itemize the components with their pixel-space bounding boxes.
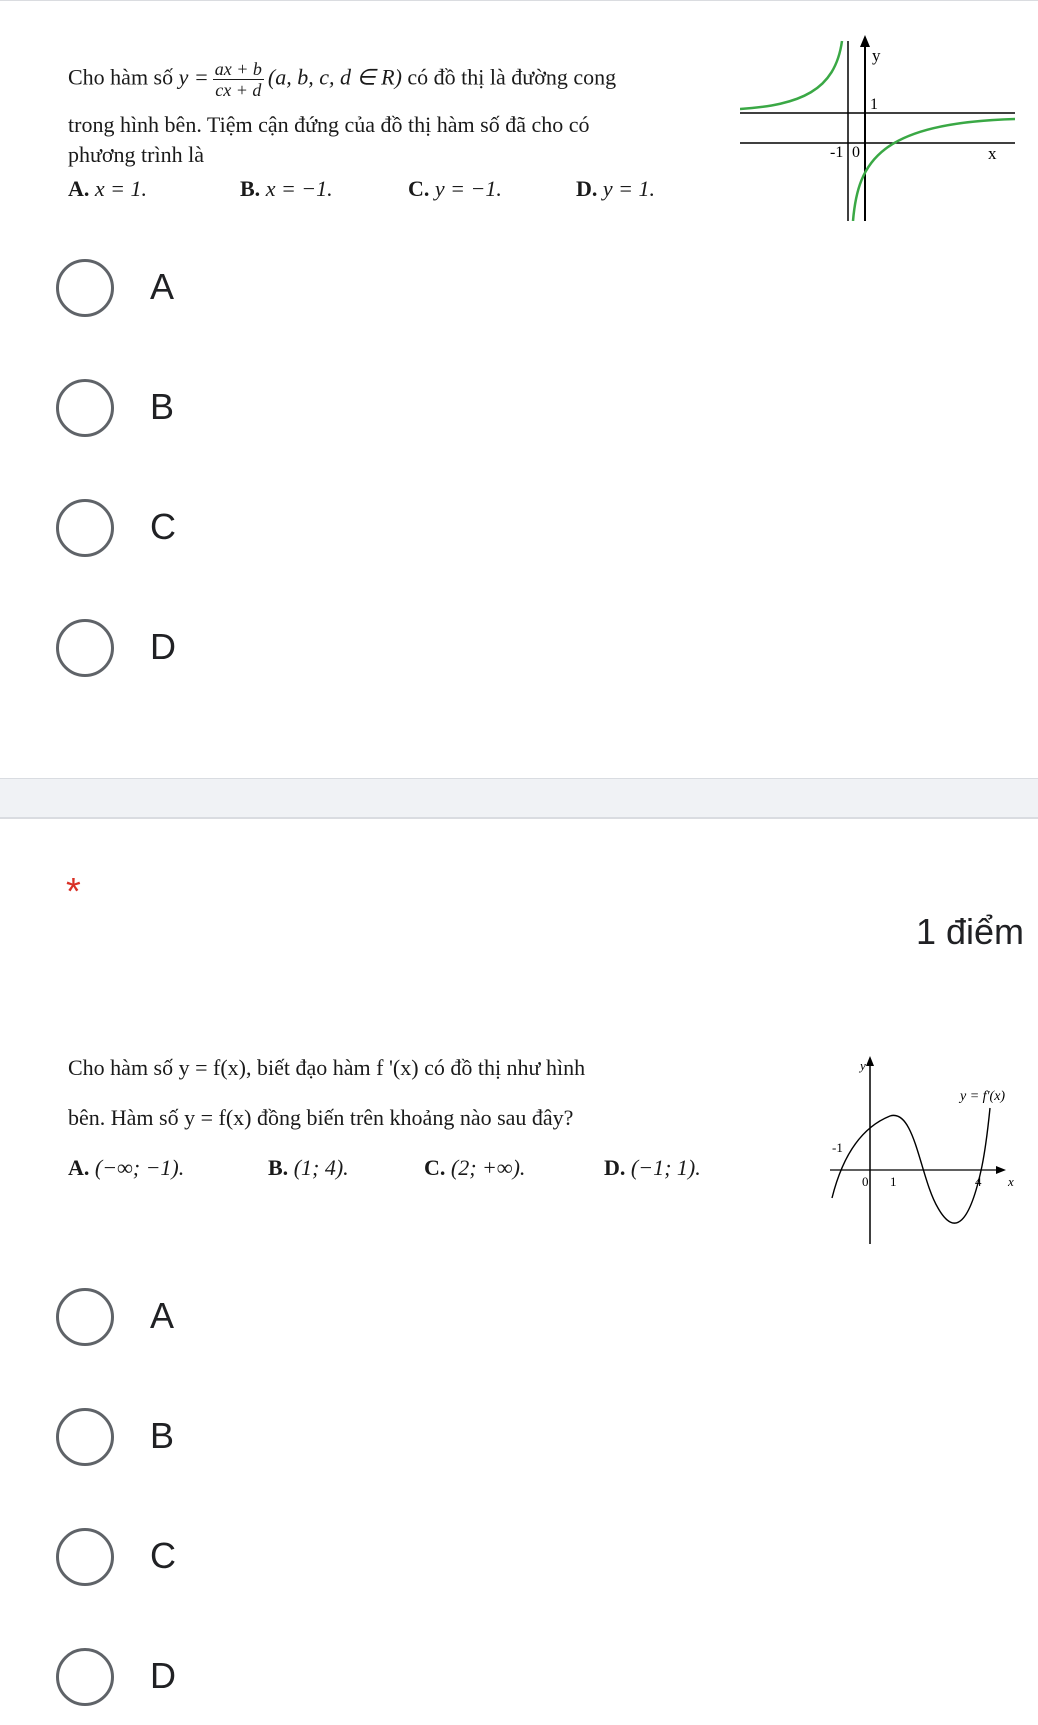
q1-choice-b[interactable] xyxy=(0,363,600,453)
q1-option-d xyxy=(576,173,655,205)
q2-choice-d[interactable] xyxy=(0,1632,600,1722)
q1-choice-d[interactable] xyxy=(0,603,600,693)
q2-y-arrow xyxy=(866,1056,874,1066)
q2-choice-a-label: A xyxy=(150,1295,175,1336)
q1-option-a-letter: A. xyxy=(68,176,90,201)
q1-option-c xyxy=(408,173,502,205)
q2-x-arrow xyxy=(996,1166,1006,1174)
q2-choice-c[interactable] xyxy=(0,1512,600,1602)
question-2-line-2: bên. Hàm số y = f(x) đồng biến trên khoảng nào sau đây? xyxy=(68,1105,574,1130)
q1-suffix: có đồ thị là đường cong xyxy=(407,64,617,90)
q2-option-d-letter: D. xyxy=(604,1155,626,1180)
q2-choice-b-label: B xyxy=(150,1415,175,1456)
q2-option-b-letter: B. xyxy=(268,1155,289,1180)
question-1-card xyxy=(0,0,1038,778)
question-2-line-1: Cho hàm số y = f(x), biết đạo hàm f '(x) có đồ thị như hình xyxy=(68,1055,586,1080)
q2-option-c-letter: C. xyxy=(424,1155,446,1180)
q2-radio-b[interactable] xyxy=(56,1408,114,1466)
q2-option-d xyxy=(604,1152,701,1184)
q1-graph-tick-neg-one: -1 xyxy=(830,144,844,161)
q1-radio-d[interactable] xyxy=(56,619,114,677)
q1-option-b-letter: B. xyxy=(240,176,261,201)
q2-option-a-letter: A. xyxy=(68,1155,90,1180)
q2-radio-a[interactable] xyxy=(56,1288,114,1346)
q2-graph-tick-four: 4 xyxy=(975,1174,982,1189)
q1-option-d-letter: D. xyxy=(576,176,598,201)
q1-fraction xyxy=(213,59,264,100)
q1-radio-b[interactable] xyxy=(56,379,114,437)
question-1-line-3: phương trình là xyxy=(68,142,204,167)
question-1-line-1 xyxy=(68,59,616,100)
points-label: 1 điểm xyxy=(915,911,1024,952)
q1-option-b xyxy=(240,173,333,205)
q2-choice-d-label: D xyxy=(150,1655,176,1696)
q2-option-b-text: (1; 4). xyxy=(293,1155,349,1180)
q1-curve-right-branch xyxy=(853,119,1015,221)
q1-choice-b-label: B xyxy=(150,386,175,427)
q1-option-a-text: x = 1. xyxy=(94,176,148,201)
q2-radio-d[interactable] xyxy=(56,1648,114,1706)
q1-graph-tick-one: 1 xyxy=(870,96,878,113)
q2-graph-origin: 0 xyxy=(862,1174,869,1189)
q1-fraction-numerator: ax + b xyxy=(214,59,262,79)
q1-option-b-text: x = −1. xyxy=(265,176,333,201)
q1-radio-c[interactable] xyxy=(56,499,114,557)
q1-graph-x-label: x xyxy=(988,144,997,163)
q2-derivative-graph xyxy=(820,1048,1030,1248)
q2-radio-c[interactable] xyxy=(56,1528,114,1586)
q1-domain-note: (a, b, c, d ∈ R) xyxy=(267,64,402,90)
q1-option-c-letter: C. xyxy=(408,176,430,201)
q1-y-arrow xyxy=(860,35,870,47)
q2-choice-c-label: C xyxy=(150,1535,176,1576)
q1-option-d-text: y = 1. xyxy=(602,176,656,201)
q1-option-a xyxy=(68,173,147,205)
q1-graph-y-label: y xyxy=(872,46,881,65)
q2-choice-b[interactable] xyxy=(0,1392,600,1482)
q2-option-c-text: (2; +∞). xyxy=(450,1155,526,1180)
q2-option-a xyxy=(68,1152,184,1184)
q2-graph-tick-neg-one: -1 xyxy=(832,1140,843,1155)
q1-hyperbola-graph xyxy=(740,31,1020,221)
q2-graph-x-label: x xyxy=(1008,1174,1014,1189)
q1-choice-c-label: C xyxy=(150,506,176,547)
q1-choice-a[interactable] xyxy=(0,243,600,333)
q2-option-d-text: (−1; 1). xyxy=(630,1155,701,1180)
q1-option-c-text: y = −1. xyxy=(434,176,502,201)
q1-choice-d-label: D xyxy=(150,626,176,667)
q2-graph-curve-label: y = f'(x) xyxy=(960,1089,1006,1104)
q1-choice-a-label: A xyxy=(150,266,175,307)
q2-choice-a[interactable] xyxy=(0,1272,600,1362)
question-1-line-2: trong hình bên. Tiệm cận đứng của đồ thị hàm số đã cho có xyxy=(68,112,590,137)
q2-graph-tick-one: 1 xyxy=(890,1174,897,1189)
q2-option-a-text: (−∞; −1). xyxy=(94,1155,185,1180)
q1-curve-left-branch xyxy=(740,41,842,109)
q1-function-y: y = xyxy=(178,64,209,90)
required-marker: * xyxy=(66,871,81,913)
q1-graph-origin: 0 xyxy=(852,144,860,161)
q2-derivative-curve xyxy=(832,1108,990,1223)
q1-choice-c[interactable] xyxy=(0,483,600,573)
q1-radio-a[interactable] xyxy=(56,259,114,317)
q1-fraction-denominator: cx + d xyxy=(215,80,262,100)
q2-graph-y-label: y xyxy=(860,1058,866,1073)
question-divider xyxy=(0,778,1038,818)
q2-option-c xyxy=(424,1152,525,1184)
q2-option-b xyxy=(268,1152,349,1184)
q1-prefix: Cho hàm số xyxy=(68,64,174,90)
